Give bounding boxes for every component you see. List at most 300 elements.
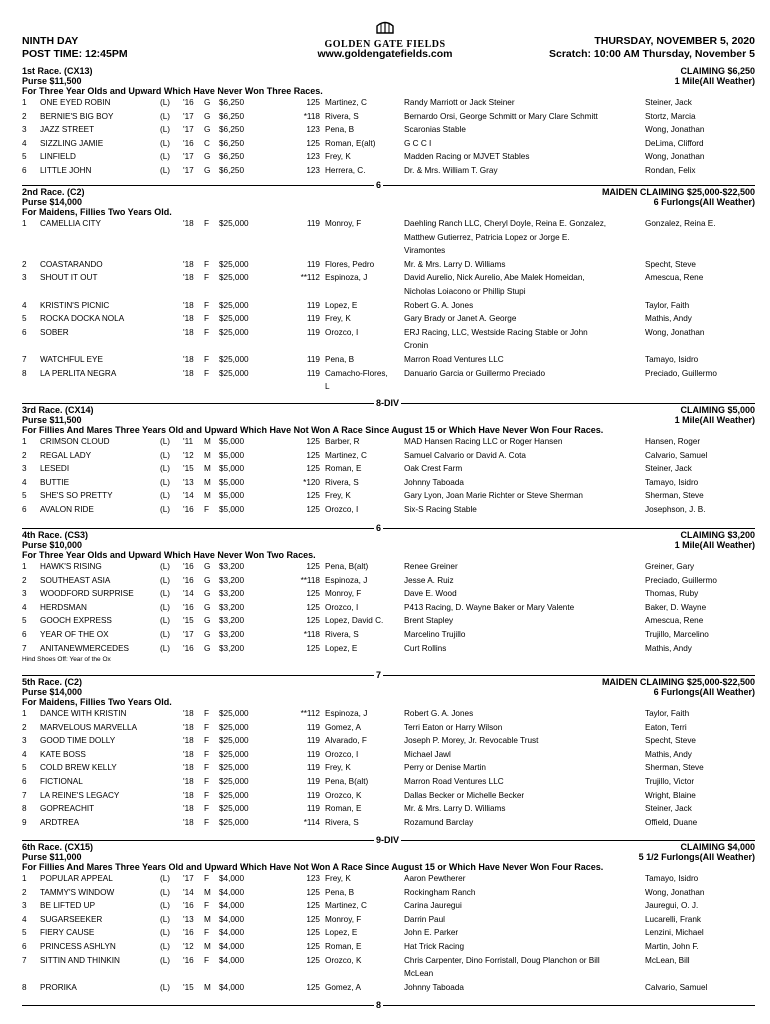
foal-year: '13 <box>183 477 194 487</box>
horse-name: CRIMSON CLOUD <box>40 437 110 446</box>
entry-row <box>22 123 755 137</box>
horse-name: COASTARANDO <box>40 259 103 269</box>
foal-year: '17 <box>183 152 194 162</box>
race-title: 6th Race. (CX15) <box>22 842 94 852</box>
claiming-price: $4,000 <box>219 941 245 951</box>
race-type: CLAIMING $3,200 <box>680 530 755 540</box>
jockey: Lopez, E <box>325 300 358 310</box>
horse-sex: F <box>204 790 210 800</box>
owner: Matthew Gutierrez, Patricia Lopez or Jorge E. <box>404 232 570 242</box>
entry-row <box>22 271 755 298</box>
jockey: Rivera, S <box>325 477 359 487</box>
medication: (L) <box>160 477 171 487</box>
race-purse: Purse $11,000 <box>22 852 82 862</box>
weight: 125 <box>306 602 320 612</box>
post-position: 2 <box>22 111 27 121</box>
race-header <box>22 842 755 872</box>
entry-row <box>22 164 755 178</box>
foal-year: '17 <box>183 111 194 121</box>
claiming-price: $25,000 <box>219 722 249 732</box>
weight: 119 <box>306 314 320 324</box>
owner: Danuario Garcia or Guillermo Preciado <box>404 368 546 378</box>
horse-sex: M <box>204 914 211 924</box>
weight: 123 <box>306 125 320 135</box>
weight: 119 <box>306 790 320 800</box>
claiming-price: $5,000 <box>219 491 245 501</box>
owner: Perry or Denise Martin <box>404 763 486 773</box>
field-size-mark: 8 <box>376 1000 382 1010</box>
header-right <box>549 35 755 61</box>
jockey: Lopez, E <box>325 643 358 653</box>
claiming-price: $6,250 <box>219 138 245 148</box>
medication: (L) <box>160 504 171 514</box>
owner: Marron Road Ventures LLC <box>404 354 504 364</box>
post-position: 1 <box>22 562 27 571</box>
trainer: Jauregui, O. J. <box>645 901 699 911</box>
foal-year: '17 <box>183 874 194 883</box>
post-position: 6 <box>22 165 27 175</box>
weight: 119 <box>306 749 320 759</box>
claiming-price: $4,000 <box>219 928 245 938</box>
foal-year: '18 <box>183 817 194 827</box>
trainer: Stortz, Marcia <box>645 111 696 121</box>
field-size-mark: 6 <box>376 180 382 190</box>
horse-sex: G <box>204 575 211 585</box>
owner: Johnny Taboada <box>404 477 464 487</box>
foal-year: '18 <box>183 763 194 773</box>
entry-row <box>22 734 755 748</box>
claiming-price: $6,250 <box>219 165 245 175</box>
post-position: 7 <box>22 790 27 800</box>
weight: **118 <box>300 575 320 585</box>
entry-row <box>22 503 755 517</box>
horse-sex: G <box>204 602 211 612</box>
entry-row <box>22 899 755 913</box>
jockey: Pena, B <box>325 354 355 364</box>
post-position: 5 <box>22 616 27 626</box>
horse-sex: G <box>204 562 211 571</box>
post-position: 5 <box>22 491 27 501</box>
gate-icon <box>375 20 395 34</box>
race-divider <box>22 835 755 845</box>
owner: Samuel Calvario or David A. Cota <box>404 450 526 460</box>
post-position: 6 <box>22 941 27 951</box>
owner: Mr. & Mrs. Larry D. Williams <box>404 259 506 269</box>
claiming-price: $25,000 <box>219 790 249 800</box>
medication: (L) <box>160 914 171 924</box>
horse-sex: M <box>204 887 211 897</box>
horse-name: LESEDI <box>40 464 70 474</box>
horse-name: SOUTHEAST ASIA <box>40 575 111 585</box>
race-divider <box>22 1000 755 1010</box>
post-position: 4 <box>22 749 27 759</box>
claiming-price: $5,000 <box>219 450 245 460</box>
jockey: Pena, B(alt) <box>325 562 369 571</box>
logo-text: GOLDEN GATE FIELDS <box>324 39 446 50</box>
owner: Michael Jawl <box>404 749 451 759</box>
weight: 125 <box>306 955 320 965</box>
race-purse: Purse $14,000 <box>22 687 83 697</box>
claiming-price: $3,200 <box>219 575 245 585</box>
race-distance: 6 Furlongs(All Weather) <box>653 197 755 207</box>
trainer: Lucarelli, Frank <box>645 914 701 924</box>
jockey: Lopez, E <box>325 928 358 938</box>
trainer: Calvario, Samuel <box>645 982 708 992</box>
foal-year: '15 <box>183 464 194 474</box>
horse-name: SITTIN AND THINKIN <box>40 955 120 965</box>
horse-name: SHE'S SO PRETTY <box>40 491 113 501</box>
claiming-price: $25,000 <box>219 219 249 228</box>
jockey: Orozco, K <box>325 790 362 800</box>
trainer: Josephson, J. B. <box>645 504 706 514</box>
horse-name: SHOUT IT OUT <box>40 273 98 283</box>
owner: Viramontes <box>404 246 446 256</box>
jockey: Camacho-Flores, <box>325 368 388 378</box>
medication: (L) <box>160 152 171 162</box>
trainer: Lenzini, Michael <box>645 928 704 938</box>
entry-row <box>22 628 755 642</box>
horse-name: ANITANEWMERCEDES <box>40 643 130 653</box>
trainer: Gonzalez, Reina E. <box>645 219 716 228</box>
owner: Rockingham Ranch <box>404 887 476 897</box>
owner: Dr. & Mrs. William T. Gray <box>404 165 498 175</box>
owner: G C C I <box>404 138 432 148</box>
owner: Joseph P. Morey, Jr. Revocable Trust <box>404 736 539 746</box>
entry-row <box>22 954 755 981</box>
medication: (L) <box>160 125 171 135</box>
race-conditions: For Maidens, Fillies Two Years Old. <box>22 207 172 217</box>
horse-name: KATE BOSS <box>40 749 86 759</box>
horse-sex: F <box>204 259 210 269</box>
horse-sex: F <box>204 368 210 378</box>
trainer: Amescua, Rene <box>645 273 704 283</box>
weight: 125 <box>306 616 320 626</box>
foal-year: '18 <box>183 273 194 283</box>
race-purse: Purse $10,000 <box>22 540 83 550</box>
claiming-price: $3,200 <box>219 629 245 639</box>
foal-year: '18 <box>183 219 194 228</box>
trainer: Greiner, Gary <box>645 562 695 571</box>
entry-row <box>22 150 755 164</box>
jockey: Frey, K <box>325 491 351 501</box>
horse-name: WOODFORD SURPRISE <box>40 589 134 599</box>
race-purse: Purse $11,500 <box>22 76 82 86</box>
claiming-price: $25,000 <box>219 354 249 364</box>
jockey: Pena, B <box>325 887 355 897</box>
owner: Daehling Ranch LLC, Cheryl Doyle, Reina E. Gonzalez, <box>404 219 607 228</box>
horse-sex: F <box>204 776 210 786</box>
trainer: Rondan, Felix <box>645 165 696 175</box>
race-type-block <box>675 66 755 86</box>
foal-year: '16 <box>183 575 194 585</box>
trainer: Hansen, Roger <box>645 437 701 446</box>
trainer: Baker, D. Wayne <box>645 602 707 612</box>
horse-name: HERDSMAN <box>40 602 87 612</box>
owner: Madden Racing or MJVET Stables <box>404 152 530 162</box>
trainer: Offield, Duane <box>645 817 698 827</box>
horse-name: FIERY CAUSE <box>40 928 95 938</box>
post-position: 1 <box>22 709 27 718</box>
trainer: McLean, Bill <box>645 955 690 965</box>
owner: Curt Rollins <box>404 643 447 653</box>
horse-sex: C <box>204 138 210 148</box>
owner: Gary Lyon, Joan Marie Richter or Steve Sherman <box>404 491 583 501</box>
post-position: 4 <box>22 914 27 924</box>
post-position: 3 <box>22 901 27 911</box>
post-position: 3 <box>22 464 27 474</box>
jockey: Alvarado, F <box>325 736 367 746</box>
post-position: 4 <box>22 138 27 148</box>
foal-year: '18 <box>183 259 194 269</box>
claiming-price: $25,000 <box>219 259 249 269</box>
weight: 119 <box>306 368 320 378</box>
medication: (L) <box>160 616 171 626</box>
horse-name: ROCKA DOCKA NOLA <box>40 314 125 324</box>
jockey: Rivera, S <box>325 629 359 639</box>
jockey: Rivera, S <box>325 111 359 121</box>
post-position: 9 <box>22 817 27 827</box>
track-logo <box>290 20 480 50</box>
jockey: Roman, E(alt) <box>325 138 376 148</box>
entry-row <box>22 96 755 110</box>
entry-row <box>22 258 755 272</box>
owner: Renee Greiner <box>404 562 458 571</box>
weight: 125 <box>306 562 320 571</box>
foal-year: '14 <box>183 887 194 897</box>
weight: 125 <box>306 941 320 951</box>
owner: Carina Jauregui <box>404 901 462 911</box>
claiming-price: $5,000 <box>219 437 245 446</box>
foal-year: '16 <box>183 901 194 911</box>
owner: Dave E. Wood <box>404 589 457 599</box>
jockey: Frey, K <box>325 763 351 773</box>
horse-name: BUTTIE <box>40 477 70 487</box>
entry-row <box>22 587 755 601</box>
foal-year: '16 <box>183 602 194 612</box>
claiming-price: $25,000 <box>219 804 249 814</box>
horse-sex: F <box>204 736 210 746</box>
race-block <box>22 842 755 994</box>
race-conditions: For Three Year Olds and Upward Which Have Never Won Three Races. <box>22 86 323 96</box>
race-type-block <box>639 842 755 862</box>
horse-sex: F <box>204 300 210 310</box>
weight: **112 <box>300 709 320 718</box>
post-position: 4 <box>22 300 27 310</box>
horse-sex: F <box>204 749 210 759</box>
horse-name: PRORIKA <box>40 982 77 992</box>
foal-year: '18 <box>183 790 194 800</box>
trainer: Preciado, Guillermo <box>645 368 717 378</box>
horse-sex: F <box>204 874 210 883</box>
medication: (L) <box>160 589 171 599</box>
claiming-price: $6,250 <box>219 125 245 135</box>
horse-name: PRINCESS ASHLYN <box>40 941 116 951</box>
horse-sex: M <box>204 464 211 474</box>
race-block <box>22 677 755 829</box>
horse-name: GOOD TIME DOLLY <box>40 736 116 746</box>
claiming-price: $4,000 <box>219 901 245 911</box>
owner: Dallas Becker or Michelle Becker <box>404 790 525 800</box>
race-distance: 1 Mile(All Weather) <box>674 76 755 86</box>
field-size-mark: 7 <box>376 670 382 680</box>
weight: *120 <box>303 477 320 487</box>
horse-sex: M <box>204 491 211 501</box>
race-distance: 1 Mile(All Weather) <box>674 415 755 425</box>
claiming-price: $6,250 <box>219 111 245 121</box>
weight: 125 <box>306 138 320 148</box>
medication: (L) <box>160 491 171 501</box>
owner: Scaronias Stable <box>404 125 466 135</box>
horse-name: TAMMY'S WINDOW <box>40 887 115 897</box>
race-type: CLAIMING $5,000 <box>680 405 755 415</box>
jockey: Orozco, I <box>325 749 359 759</box>
horse-name: LITTLE JOHN <box>40 165 92 175</box>
horse-name: ONE EYED ROBIN <box>40 98 111 107</box>
claiming-price: $25,000 <box>219 273 249 283</box>
entry-row <box>22 761 755 775</box>
claiming-price: $3,200 <box>219 562 245 571</box>
foal-year: '14 <box>183 589 194 599</box>
entry-row <box>22 574 755 588</box>
foal-year: '16 <box>183 955 194 965</box>
trainer: Wong, Jonathan <box>645 887 705 897</box>
horse-sex: F <box>204 354 210 364</box>
entry-row <box>22 110 755 124</box>
post-position: 6 <box>22 629 27 639</box>
horse-name: POPULAR APPEAL <box>40 874 113 883</box>
horse-name: JAZZ STREET <box>40 125 95 135</box>
weight: 125 <box>306 437 320 446</box>
foal-year: '18 <box>183 327 194 337</box>
horse-sex: G <box>204 152 211 162</box>
foal-year: '13 <box>183 914 194 924</box>
post-position: 3 <box>22 125 27 135</box>
entry-row <box>22 137 755 151</box>
equipment-note: Hind Shoes Off: Year of the Ox <box>22 656 111 664</box>
jockey: Orozco, I <box>325 602 359 612</box>
medication: (L) <box>160 629 171 639</box>
post-position: 1 <box>22 874 27 883</box>
race-title: 3rd Race. (CX14) <box>22 405 94 415</box>
race-type-block <box>675 405 755 425</box>
horse-sex: G <box>204 629 211 639</box>
owner: MAD Hansen Racing LLC or Roger Hansen <box>404 437 563 446</box>
trainer: Specht, Steve <box>645 736 696 746</box>
post-position: 1 <box>22 437 27 446</box>
field-size-mark: 9-DIV <box>376 835 400 845</box>
jockey: Orozco, K <box>325 955 362 965</box>
jockey: Roman, E <box>325 464 362 474</box>
owner: Robert G. A. Jones <box>404 709 474 718</box>
race-conditions: For Three Year Olds and Upward Which Have Never Won Two Races. <box>22 550 316 560</box>
race-header <box>22 66 755 96</box>
horse-name: SIZZLING JAMIE <box>40 138 104 148</box>
post-position: 2 <box>22 450 27 460</box>
horse-sex: G <box>204 616 211 626</box>
medication: (L) <box>160 928 171 938</box>
owner: Mr. & Mrs. Larry D. Williams <box>404 804 506 814</box>
horse-name: SOBER <box>40 327 69 337</box>
owner: P413 Racing, D. Wayne Baker or Mary Valente <box>404 602 575 612</box>
foal-year: '16 <box>183 928 194 938</box>
claiming-price: $25,000 <box>219 368 249 378</box>
jockey: Roman, E <box>325 941 362 951</box>
race-title: 5th Race. (C2) <box>22 677 83 687</box>
horse-sex: F <box>204 817 210 827</box>
entry-row <box>22 217 755 258</box>
claiming-price: $3,200 <box>219 643 245 653</box>
owner: Oak Crest Farm <box>404 464 463 474</box>
owner: Aaron Pewtherer <box>404 874 466 883</box>
horse-sex: M <box>204 941 211 951</box>
trainer: DeLima, Clifford <box>645 138 704 148</box>
foal-year: '12 <box>183 450 194 460</box>
race-type: MAIDEN CLAIMING $25,000-$22,500 <box>601 677 755 687</box>
horse-name: BERNIE'S BIG BOY <box>40 111 114 121</box>
post-position: 4 <box>22 477 27 487</box>
foal-year: '18 <box>183 736 194 746</box>
jockey: Martinez, C <box>325 901 367 911</box>
jockey: Espinoza, J <box>325 273 368 283</box>
horse-sex: F <box>204 504 210 514</box>
foal-year: '18 <box>183 368 194 378</box>
trainer: Taylor, Faith <box>645 300 690 310</box>
horse-sex: F <box>204 901 210 911</box>
weight: 119 <box>306 804 320 814</box>
horse-sex: G <box>204 643 211 653</box>
race-type: CLAIMING $4,000 <box>680 842 755 852</box>
owner: David Aurelio, Nick Aurelio, Abe Malek Homeidan, <box>404 273 585 283</box>
trainer: Mathis, Andy <box>645 749 692 759</box>
jockey: Herrera, C. <box>325 165 366 175</box>
entry-row <box>22 886 755 900</box>
weight: 125 <box>306 928 320 938</box>
horse-sex: F <box>204 804 210 814</box>
horse-name: GOPREACHIT <box>40 804 95 814</box>
horse-name: WATCHFUL EYE <box>40 354 103 364</box>
weight: 125 <box>306 982 320 992</box>
medication: (L) <box>160 941 171 951</box>
foal-year: '18 <box>183 804 194 814</box>
race-date: THURSDAY, NOVEMBER 5, 2020 <box>594 35 755 47</box>
weight: 123 <box>306 874 320 883</box>
weight: 119 <box>306 763 320 773</box>
horse-sex: G <box>204 125 211 135</box>
trainer: Preciado, Guillermo <box>645 575 717 585</box>
post-position: 3 <box>22 273 27 283</box>
horse-sex: F <box>204 955 210 965</box>
trainer: Taylor, Faith <box>645 709 690 718</box>
post-position: 5 <box>22 152 27 162</box>
owner: Darrin Paul <box>404 914 445 924</box>
trainer: Sherman, Steve <box>645 763 704 773</box>
jockey: Espinoza, J <box>325 709 368 718</box>
entry-row <box>22 435 755 449</box>
entry-row <box>22 476 755 490</box>
weight: 125 <box>306 504 320 514</box>
trainer: Thomas, Ruby <box>645 589 699 599</box>
claiming-price: $3,200 <box>219 616 245 626</box>
entry-row <box>22 353 755 367</box>
entry-row <box>22 449 755 463</box>
horse-sex: F <box>204 763 210 773</box>
foal-year: '15 <box>183 982 194 992</box>
race-title: 4th Race. (CS3) <box>22 530 89 540</box>
horse-sex: F <box>204 709 210 718</box>
claiming-price: $4,000 <box>219 887 245 897</box>
jockey: Gomez, A <box>325 982 361 992</box>
weight: 123 <box>306 165 320 175</box>
